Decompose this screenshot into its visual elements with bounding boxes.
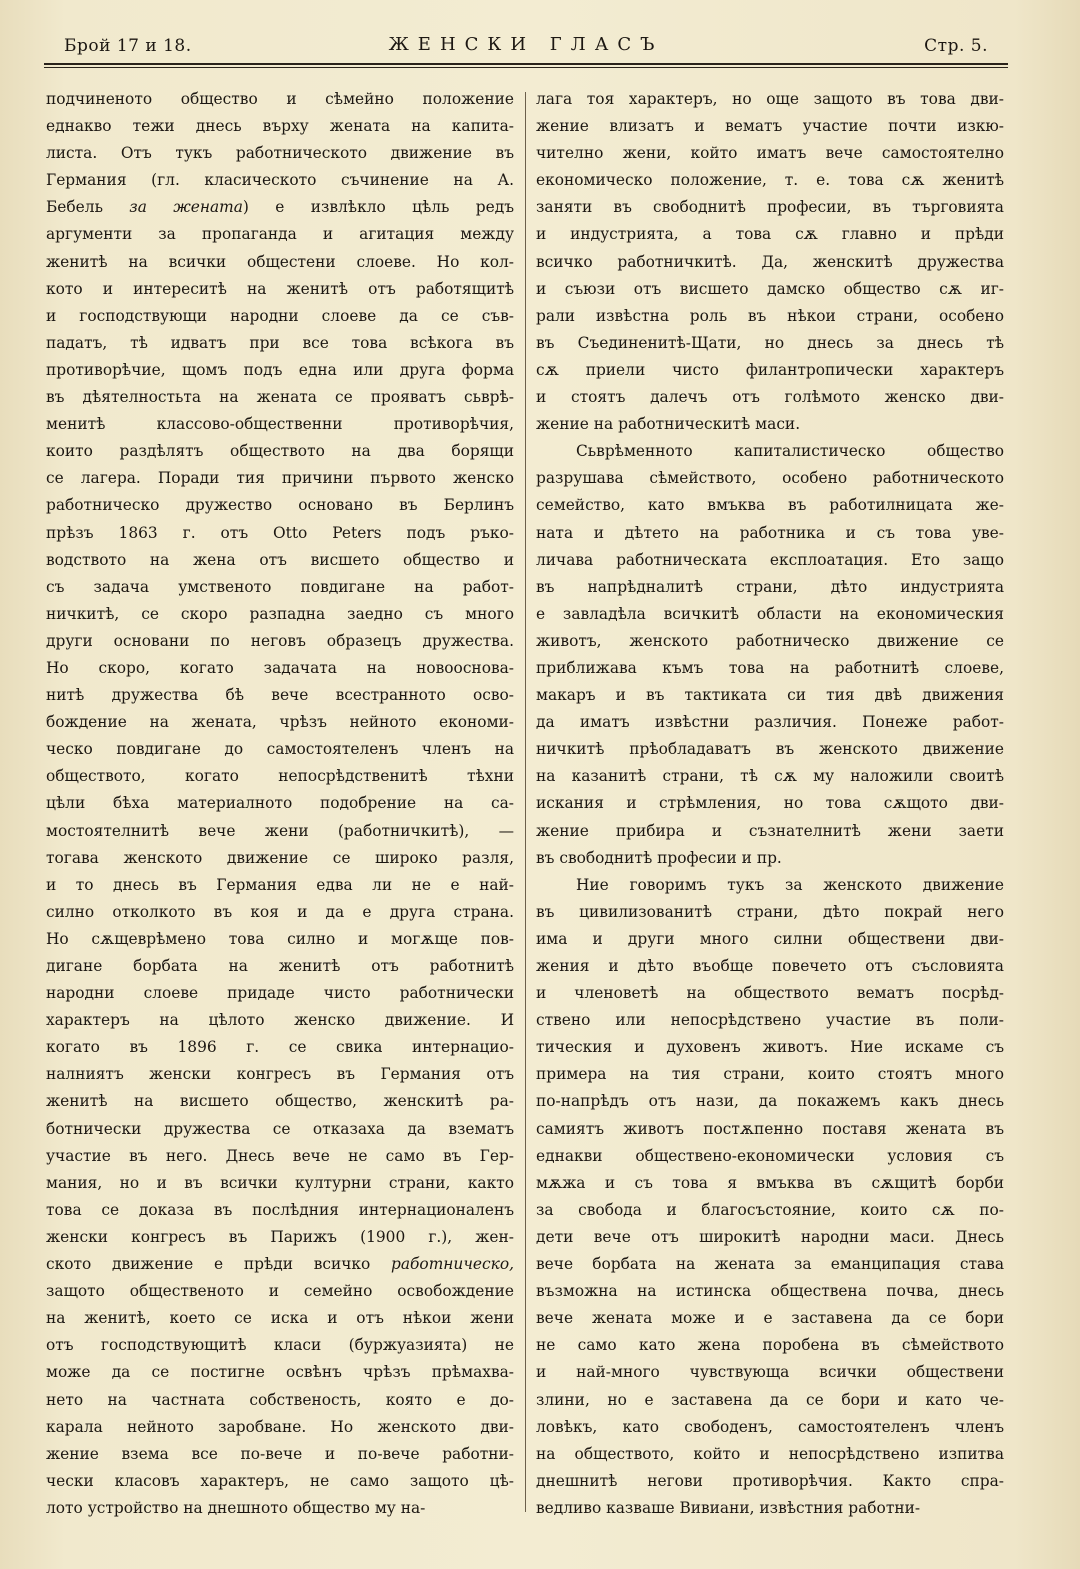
page-header: [44, 30, 1008, 64]
text-line: разрушава сѣмейството, особено работническото: [536, 469, 1004, 488]
text-line: нитѣ дружества бѣ вече всестранното осво-: [46, 686, 514, 705]
text-line: дети вече отъ широкитѣ народни маси. Днесь: [536, 1227, 1004, 1246]
text-line: подчиненото общество и сѣмейно положение: [46, 90, 514, 108]
text-line: други основани по неговъ образецъ дружества.: [46, 631, 514, 650]
text-line: Но скоро, когато задачата на новооснова-: [46, 658, 514, 677]
text-line: съ задача умственото повдигане на работ-: [46, 577, 514, 596]
text-line: аргументи за пропаганда и агитация между: [46, 225, 514, 244]
text-line: ствено или непосрѣдствено участие въ поли-: [536, 1011, 1004, 1030]
text-line: мостоятелнитѣ вече жени (работничкитѣ), —: [46, 821, 514, 840]
text-line: водството на жена отъ висшето общество и: [46, 550, 514, 569]
text-line: падатъ, тѣ идватъ при все това всѣкога въ: [46, 333, 514, 352]
text-line: и съюзи отъ висшето дамско общество сѫ иг-: [536, 279, 1004, 298]
text-line: въ цивилизованитѣ страни, дѣто покрай него: [536, 902, 1004, 921]
text-line: семейство, като вмъква въ работилницата же-: [536, 496, 1004, 515]
text-line: жение прибира и съзнателнитѣ жени заети: [536, 821, 1004, 840]
text-line: макаръ и въ тактиката си тия двѣ движения: [536, 686, 1004, 705]
text-line: противорѣчие, щомъ подъ една или друга форма: [46, 360, 514, 379]
text-line: приближава къмъ това на работнитѣ слоеве,: [536, 658, 1004, 677]
text-line: когато въ 1896 г. се свика интернацио-: [46, 1038, 514, 1057]
text-line: ботнически дружества се отказаха да взематъ: [46, 1119, 514, 1138]
text-line: всичко работничкитѣ. Да, женскитѣ дружества: [536, 252, 1004, 271]
text-line: и стоятъ далечъ отъ голѣмото женско дви-: [536, 388, 1004, 407]
text-line: сѫ приели чисто филантропически характеръ: [536, 360, 1004, 379]
text-line: има и други много силни обществени дви-: [536, 929, 1004, 948]
text-line: Сьврѣменното капиталистическо общество: [576, 442, 1004, 461]
left-column: [46, 86, 514, 1522]
text-line: ведливо казваше Вивиани, извѣстния работни-: [536, 1498, 921, 1517]
text-line: мания, но и въ всички културни страни, както: [46, 1173, 514, 1192]
text-line: въ свободнитѣ професии и пр.: [536, 848, 782, 867]
text-line: Германия (гл. класическото съчинение на А.: [46, 171, 514, 190]
text-line: женитѣ на всички общестени слоеве. Но кол-: [46, 252, 514, 271]
text-line: не само като жена поробена въ сѣмейството: [536, 1336, 1004, 1355]
text-line: жение на работническитѣ маси.: [536, 415, 801, 434]
text-line: ловѣкъ, като свободенъ, самостоятеленъ членъ: [536, 1417, 1004, 1436]
text-line: на казанитѣ страни, тѣ сѫ му наложили своитѣ: [536, 767, 1004, 786]
newspaper-title: ЖЕНСКИ ГЛАСЪ: [388, 34, 664, 55]
text-line: и то днесь въ Германия едва ли не е най-: [46, 875, 514, 894]
text-line: е завладѣла всичкитѣ области на економическия: [536, 604, 1004, 623]
text-line: на женитѣ, което се иска и отъ нѣкои жени: [46, 1309, 514, 1328]
text-line: бождение на жената, чрѣзъ нейното економи-: [46, 713, 514, 732]
text-line: силно отколкото въ коя и да е друга страна.: [46, 902, 514, 921]
text-line: ничкитѣ, се скоро разпадна заедно съ много: [46, 604, 514, 623]
text-line: лага тоя характеръ, но още защото въ това дви-: [536, 90, 1004, 108]
text-line: и индустрията, а това сѫ главно и прѣди: [536, 225, 1004, 244]
text-line: карала нейното заробване. Но женското дви-: [46, 1417, 514, 1436]
text-line: участие въ него. Днесь вече не само въ Гер-: [46, 1146, 514, 1165]
text-line: еднакво тежи днесь върху жената на капита-: [46, 117, 514, 136]
text-line: еднакви обществено-економически условия съ: [536, 1146, 1004, 1165]
text-line: цѣли бѣха материалното подобрение на са-: [46, 794, 514, 813]
text-line: жение влизатъ и вематъ участие почти изкю-: [536, 117, 1004, 136]
text-line: чески класовъ характеръ, не само защото цѣ-: [46, 1471, 514, 1490]
text-line: вече жената може и е заставена да се бори: [536, 1309, 1004, 1328]
text-line: ското движение е прѣди всичко работническо,: [46, 1255, 514, 1274]
text-line: чително жени, който иматъ вече самостоятелно: [536, 144, 1004, 163]
text-line: които раздѣлятъ обществото на два борящи: [46, 442, 514, 461]
text-line: самиятъ животъ постѫпенно поставя жената въ: [536, 1119, 1004, 1138]
text-line: прѣзъ 1863 г. отъ Otto Peters подъ ръко-: [46, 523, 514, 542]
text-line: листа. Отъ тукъ работническото движение въ: [46, 144, 514, 163]
text-line: економическо положение, т. е. това сѫ женитѣ: [536, 171, 1004, 190]
text-line: по-напрѣдъ отъ нази, да покажемъ какъ днесь: [536, 1092, 1004, 1111]
text-line: и най-много чувствующа всички обществени: [536, 1363, 1004, 1382]
text-line: злини, но е заставена да се бори и като че-: [536, 1390, 1004, 1409]
text-line: въ напрѣдналитѣ страни, дѣто индустрията: [536, 577, 1004, 596]
text-line: менитѣ классово-общественни противорѣчия,: [46, 415, 514, 434]
text-line: въ Съединенитѣ-Щати, но днесь за днесь тѣ: [536, 333, 1004, 352]
text-line: нето на частната собственость, която е до-: [46, 1390, 514, 1409]
text-line: защото общественото и семейно освобождение: [46, 1282, 514, 1301]
text-line: жение взема все по-вече и по-вече работни-: [46, 1444, 514, 1463]
right-column: [536, 86, 1004, 1522]
text-line: жения и дѣто въобще повечето отъ съсловията: [536, 957, 1004, 975]
text-line: ната и дѣтето на работника и съ това уве-: [536, 523, 1004, 542]
text-line: ческо повдигане до самостоятеленъ членъ на: [46, 740, 514, 759]
text-line: ничкитѣ прѣобладаватъ въ женското движение: [536, 740, 1004, 759]
text-line: да иматъ извѣстни различия. Понеже работ-: [536, 713, 1004, 732]
text-line: примера на тия страни, които стоятъ много: [536, 1065, 1004, 1084]
text-line: за свобода и благосъстояние, които сѫ по-: [536, 1200, 1004, 1219]
text-line: това се доказа въ послѣдния интернационаленъ: [46, 1200, 514, 1219]
text-line: на обществото, който и непосрѣдствено изпитва: [536, 1444, 1004, 1463]
text-line: въ дѣятелностьта на жената се прояватъ сьврѣ-: [46, 388, 514, 407]
text-line: кото и интереситѣ на женитѣ отъ работящитѣ: [46, 279, 514, 298]
header-rule-thick: [44, 63, 1008, 65]
text-line: женски конгресъ въ Парижъ (1900 г.), жен-: [46, 1227, 514, 1246]
text-line: дигане борбата на женитѣ отъ работнитѣ: [46, 957, 514, 975]
text-line: Бебель за жената) е извлѣкло цѣль редъ: [46, 198, 514, 217]
text-line: характеръ на цѣлото женско движение. И: [46, 1011, 514, 1030]
text-line: и господствующи народни слоеве да се съв-: [46, 306, 514, 325]
text-line: личава работническата експлоатация. Ето защо: [536, 550, 1004, 569]
text-line: тогава женското движение се широко разля,: [46, 848, 514, 867]
text-line: Но сѫщеврѣмено това силно и могѫще пов-: [46, 929, 514, 948]
text-line: работническо дружество основано въ Берлинъ: [46, 496, 514, 515]
text-line: животъ, женското работническо движение се: [536, 631, 1004, 650]
text-line: женитѣ на висшето общество, женскитѣ ра-: [46, 1092, 514, 1111]
text-line: лото устройство на днешното общество му на-: [46, 1498, 426, 1517]
text-line: се лагера. Поради тия причини първото женско: [46, 469, 514, 488]
text-line: налниятъ женски конгресъ въ Германия отъ: [46, 1065, 514, 1084]
text-line: заняти въ свободнитѣ професии, въ търговията: [536, 198, 1004, 217]
text-line: и членоветѣ на обществото вематъ посрѣд-: [536, 984, 1004, 1003]
text-line: мѫжа и съ това я вмъква въ сѫщитѣ борби: [536, 1173, 1004, 1192]
header-rule-thin: [44, 67, 1008, 68]
text-line: днешнитѣ негови противорѣчия. Както спра-: [536, 1471, 1004, 1490]
text-line: рали извѣстна роль въ нѣкои страни, особено: [536, 306, 1004, 325]
text-line: вече борбата на жената за еманципация става: [536, 1255, 1004, 1274]
column-divider: [525, 92, 526, 1512]
issue-number: Брой 17 и 18.: [64, 36, 192, 56]
page-number: Стр. 5.: [924, 36, 988, 56]
text-line: отъ господствующитѣ класи (буржуазията) не: [46, 1336, 514, 1355]
text-line: тическия и духовенъ животъ. Ние искаме съ: [536, 1038, 1004, 1057]
text-line: възможна на истинска обществена почва, днесь: [536, 1282, 1004, 1301]
text-line: искания и стрѣмления, но това сѫщото дви-: [536, 794, 1004, 813]
text-line: може да се постигне освѣнъ чрѣзъ прѣмахва-: [46, 1363, 514, 1382]
text-line: обществото, когато непосрѣдственитѣ тѣхни: [46, 767, 514, 786]
text-line: народни слоеве придаде чисто работнически: [46, 984, 514, 1003]
text-line: Ние говоримъ тукъ за женското движение: [576, 875, 1004, 894]
